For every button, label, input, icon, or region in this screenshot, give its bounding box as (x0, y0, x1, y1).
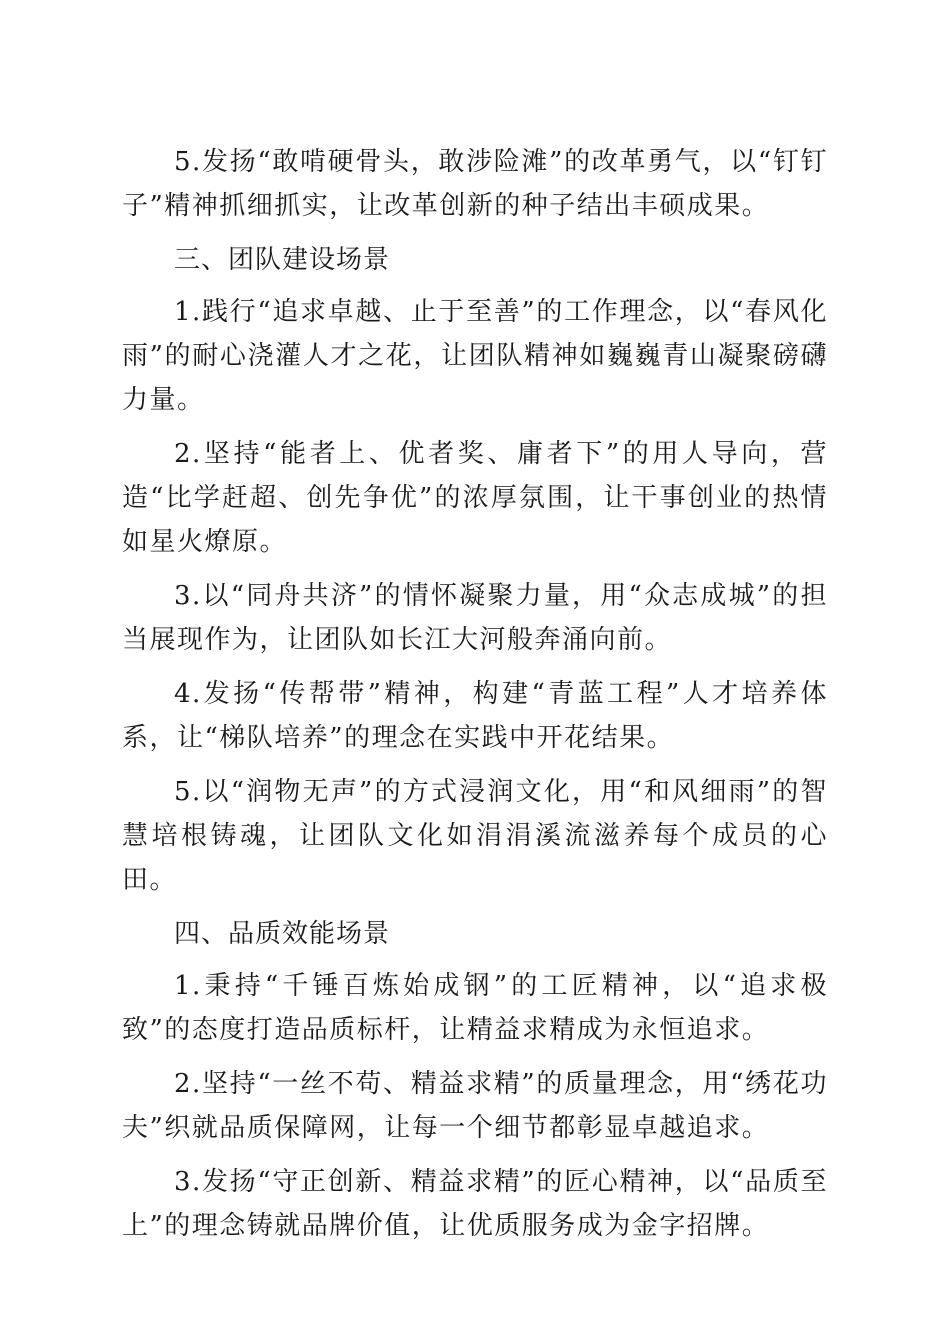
paragraph-quality-1: 1.秉持“千锤百炼始成钢”的工匠精神，以“追求极致”的态度打造品质标杆，让精益求精成为永恒追求。 (122, 971, 828, 1045)
document-page (122, 140, 828, 1258)
paragraph-team-4: 4.发扬“传帮带”精神，构建“青蓝工程”人才培养体系，让“梯队培养”的理念在实践中开花结果。 (122, 679, 828, 753)
paragraph-team-1: 1.践行“追求卓越、止于至善”的工作理念，以“春风化雨”的耐心浇灌人才之花，让团队精神如巍巍青山凝聚磅礴力量。 (122, 297, 828, 415)
heading-quality-efficiency: 四、品质效能场景 (174, 919, 391, 949)
paragraph-team-5: 5.以“润物无声”的方式浸润文化，用“和风细雨”的智慧培根铸魂，让团队文化如涓涓溪流滋养每个成员的心田。 (122, 777, 828, 895)
paragraph-team-3: 3.以“同舟共济”的情怀凝聚力量，用“众志成城”的担当展现作为，让团队如长江大河般奔涌向前。 (122, 581, 828, 655)
heading-team-building: 三、团队建设场景 (174, 245, 391, 275)
paragraph-quality-2: 2.坚持“一丝不苟、精益求精”的质量理念，用“绣花功夫”织就品质保障网，让每一个细节都彰显卓越追求。 (122, 1069, 828, 1143)
paragraph-reform-5: 5.发扬“敢啃硬骨头，敢涉险滩”的改革勇气，以“钉钉子”精神抓细抓实，让改革创新的种子结出丰硕成果。 (122, 147, 828, 221)
paragraph-team-2: 2.坚持“能者上、优者奖、庸者下”的用人导向，营造“比学赶超、创先争优”的浓厚氛围，让干事创业的热情如星火燎原。 (122, 439, 828, 557)
paragraph-quality-3: 3.发扬“守正创新、精益求精”的匠心精神，以“品质至上”的理念铸就品牌价值，让优质服务成为金字招牌。 (122, 1167, 828, 1241)
